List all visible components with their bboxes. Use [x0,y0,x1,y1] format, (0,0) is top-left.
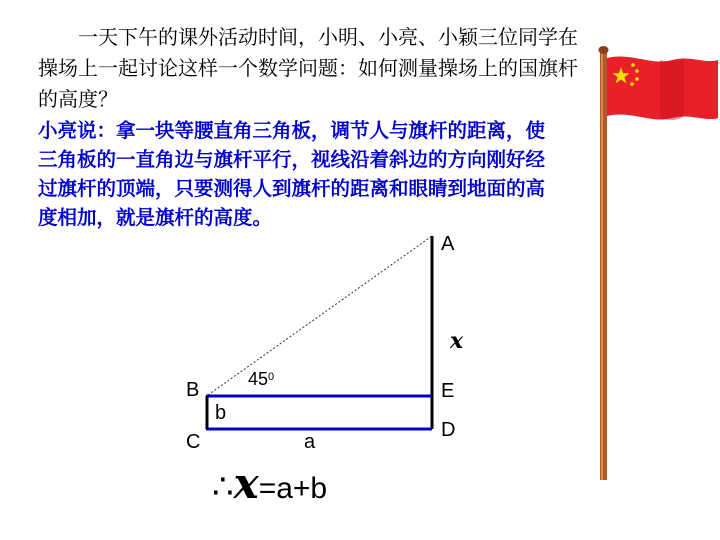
point-label-a: A [441,233,455,255]
small-star-icon [635,77,639,81]
problem-statement: 一天下午的课外活动时间，小明、小亮、小颖三位同学在操场上一起讨论这样一个数学问题：如何测量操场上的国旗杆的高度？ [38,25,578,111]
segment-label-a: a [304,431,316,453]
flag-pole-highlight [601,48,603,480]
point-label-b: B [186,379,200,401]
point-label-e: E [441,380,455,402]
angle-unit: 0 [268,371,275,383]
small-star-icon [630,82,634,86]
conclusion-formula [212,459,328,511]
therefore-symbol: ∴ [212,468,234,506]
flag-shade [660,58,684,120]
formula-expression: =a+b [258,472,328,505]
small-star-icon [631,63,635,67]
segment-label-b: b [215,402,227,424]
angle-value: 45 [248,369,269,389]
flag-graphic [599,46,719,480]
point-label-c: C [186,431,201,453]
angle-label [248,370,274,388]
formula-variable: x [233,459,259,508]
point-label-d: D [441,419,456,441]
segment-label-x: x [450,328,464,354]
small-star-icon [635,69,639,73]
solution-statement: 小亮说：拿一块等腰直角三角板，调节人与旗杆的距离，使三角板的一直角边与旗杆平行，视线沿着斜边的方向刚好经过旗杆的顶端，只要测得人到旗杆的距离和眼睛到地面的高度相加，就是旗杆的高度。 [38,119,546,229]
flag-pole-top [599,46,609,54]
sight-line-ba [208,236,432,395]
